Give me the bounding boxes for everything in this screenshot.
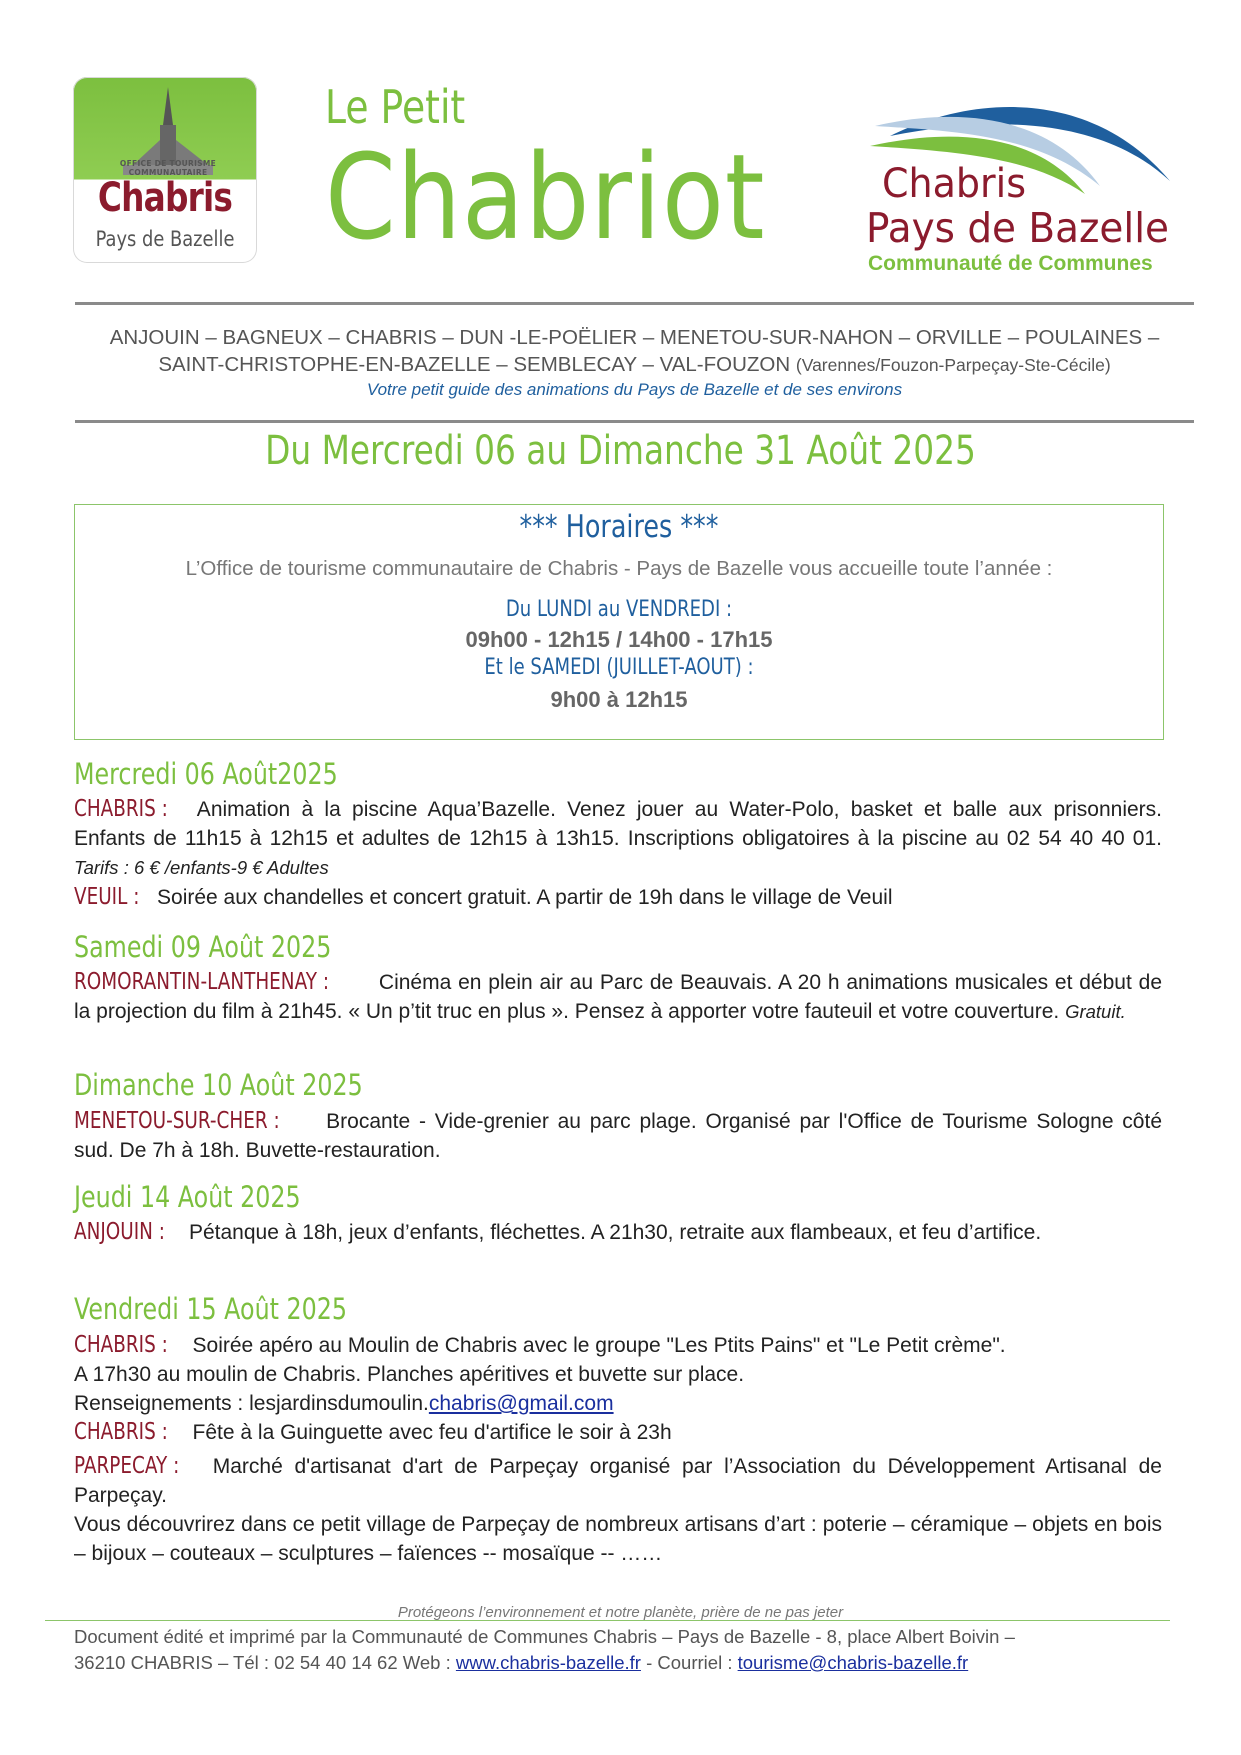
footer-address-line1: Document édité et imprimé par la Communauté de Communes Chabris – Pays de Bazelle - 8, place Albert Boivin – [74,1626,1015,1647]
communaute-logo-line1: Chabris [882,161,1027,207]
horaires-box [74,504,1164,740]
email-link[interactable]: chabris@gmail.com [428,1392,614,1415]
day-heading: Mercredi 06 Août2025 [74,757,338,791]
event-text: Pétanque à 18h, jeux d’enfants, fléchettes. A 21h30, retraite aux flambeaux, et feu d’artifice. [183,1221,1042,1244]
communes-line1: ANJOUIN – BAGNEUX – CHABRIS – DUN -LE-POËLIER – MENETOU-SUR-NAHON – ORVILLE – POULAINES – [109,326,1160,349]
event-place: CHABRIS : [74,796,168,822]
event-text-continued: Vous découvrirez dans ce petit village de Parpeçay de nombreux artisans d’art : poterie – céramique – objets en bois – bijoux – couteaux – sculptures – faïences -- mosaïque -- …… [74,1513,1162,1565]
office-tourisme-logo [73,77,257,263]
footer-note: Protégeons l’environnement et notre planète, prière de ne pas jeter [397,1604,844,1621]
event-line [74,1389,1162,1418]
communes-line2-small: (Varennes/Fouzon-Parpeçay-Ste-Cécile) [795,355,1111,375]
date-title: Du Mercredi 06 au Dimanche 31 Août 2025 [265,428,976,474]
event-place: ANJOUIN : [74,1219,165,1245]
horaires-week-label: Du LUNDI au VENDREDI : [505,597,733,622]
event-line: A 17h30 au moulin de Chabris. Planches apéritives et buvette sur place. [74,1363,745,1386]
event-price: Gratuit. [1065,1001,1126,1022]
title-big: Chabriot [325,128,766,266]
communes-line2 [75,353,1194,377]
header-divider [75,302,1194,305]
event-item [74,1218,1162,1247]
horaires-week-hours: 09h00 - 12h15 / 14h00 - 17h15 [465,627,773,652]
tagline: Votre petit guide des animations du Pays de Bazelle et de ses environs [366,380,903,399]
event-item [74,1452,1162,1510]
logo-ot-line1: OFFICE DE TOURISME [119,159,217,168]
day-heading: Vendredi 15 Août 2025 [74,1292,348,1326]
communaute-logo-line2: Pays de Bazelle [866,204,1170,252]
event-text: Soirée aux chandelles et concert gratuit. A partir de 19h dans le village de Veuil [151,886,893,909]
horaires-sat-label: Et le SAMEDI (JUILLET-AOUT) : [484,655,754,680]
footer-email-label: - Courriel : [640,1652,738,1673]
event-tarifs: Tarifs : 6 € /enfants-9 € Adultes [74,857,329,878]
communes-divider [75,420,1194,423]
footer-phone: 36210 CHABRIS – Tél : 02 54 40 14 62 Web : [74,1652,456,1673]
event-text: Animation à la piscine Aqua’Bazelle. Venez jouer au Water-Polo, basket et balle aux prisonniers. Enfants de 11h15 à 12h15 et adultes de 12h15 à 13h15. Inscriptions obligatoires à la piscine au 02 54 40 40 01. [74,798,1162,850]
event-place: ROMORANTIN-LANTHENAY : [74,969,330,995]
horaires-intro: L’Office de tourisme communautaire de Chabris - Pays de Bazelle vous accueille toute l’année : [185,557,1053,580]
communaute-logo [860,86,1180,286]
event-text: Marché d'artisanat d'art de Parpeçay organisé par l’Association du Développement Artisanal de Parpeçay. [74,1455,1162,1507]
event-text: Soirée apéro au Moulin de Chabris avec le groupe "Les Ptits Pains" et "Le Petit crème". [186,1334,1006,1357]
event-place: PARPECAY : [74,1453,180,1479]
day-heading: Jeudi 14 Août 2025 [74,1180,301,1214]
communaute-logo-line3: Communauté de Communes [868,252,1153,275]
event-item [74,968,1162,1026]
event-item [74,1331,1162,1360]
day-heading: Dimanche 10 Août 2025 [74,1068,363,1102]
event-text: Fête à la Guinguette avec feu d'artifice le soir à 23h [186,1421,672,1444]
day-heading: Samedi 09 Août 2025 [74,930,332,964]
event-item [74,1418,1162,1447]
event-text: Brocante - Vide-grenier au parc plage. Organisé par l'Office de Tourisme Sologne côté sud. De 7h à 18h. Buvette-restauration. [74,1110,1162,1162]
horaires-sat-hours: 9h00 à 12h15 [550,687,688,712]
event-item [74,795,1162,882]
logo-ot-line2: COMMUNAUTAIRE [128,168,208,177]
event-item [74,883,1162,912]
communes-line2-main: SAINT-CHRISTOPHE-EN-BAZELLE – SEMBLECAY – VAL-FOUZON [158,353,796,376]
event-text: Cinéma en plein air au Parc de Beauvais. A 20 h animations musicales et début de la projection du film à 21h45. « Un p’tit truc en plus ». Pensez à apporter votre fauteuil et votre couverture. [74,971,1162,1023]
title-small: Le Petit [325,80,466,134]
event-place: CHABRIS : [74,1332,168,1358]
event-place: MENETOU-SUR-CHER : [74,1108,280,1134]
horaires-title: *** Horaires *** [519,509,719,545]
logo-brand: Chabris [97,175,233,221]
website-link[interactable]: www.chabris-bazelle.fr [455,1652,641,1673]
logo-sub: Pays de Bazelle [95,227,235,251]
event-place: VEUIL : [74,884,140,910]
event-item [74,1107,1162,1165]
event-place: CHABRIS : [74,1419,168,1445]
footer-address-line2 [74,1652,968,1674]
event-contact: Renseignements : lesjardinsdumoulin. [74,1392,429,1415]
footer-email-link[interactable]: tourisme@chabris-bazelle.fr [737,1652,969,1673]
